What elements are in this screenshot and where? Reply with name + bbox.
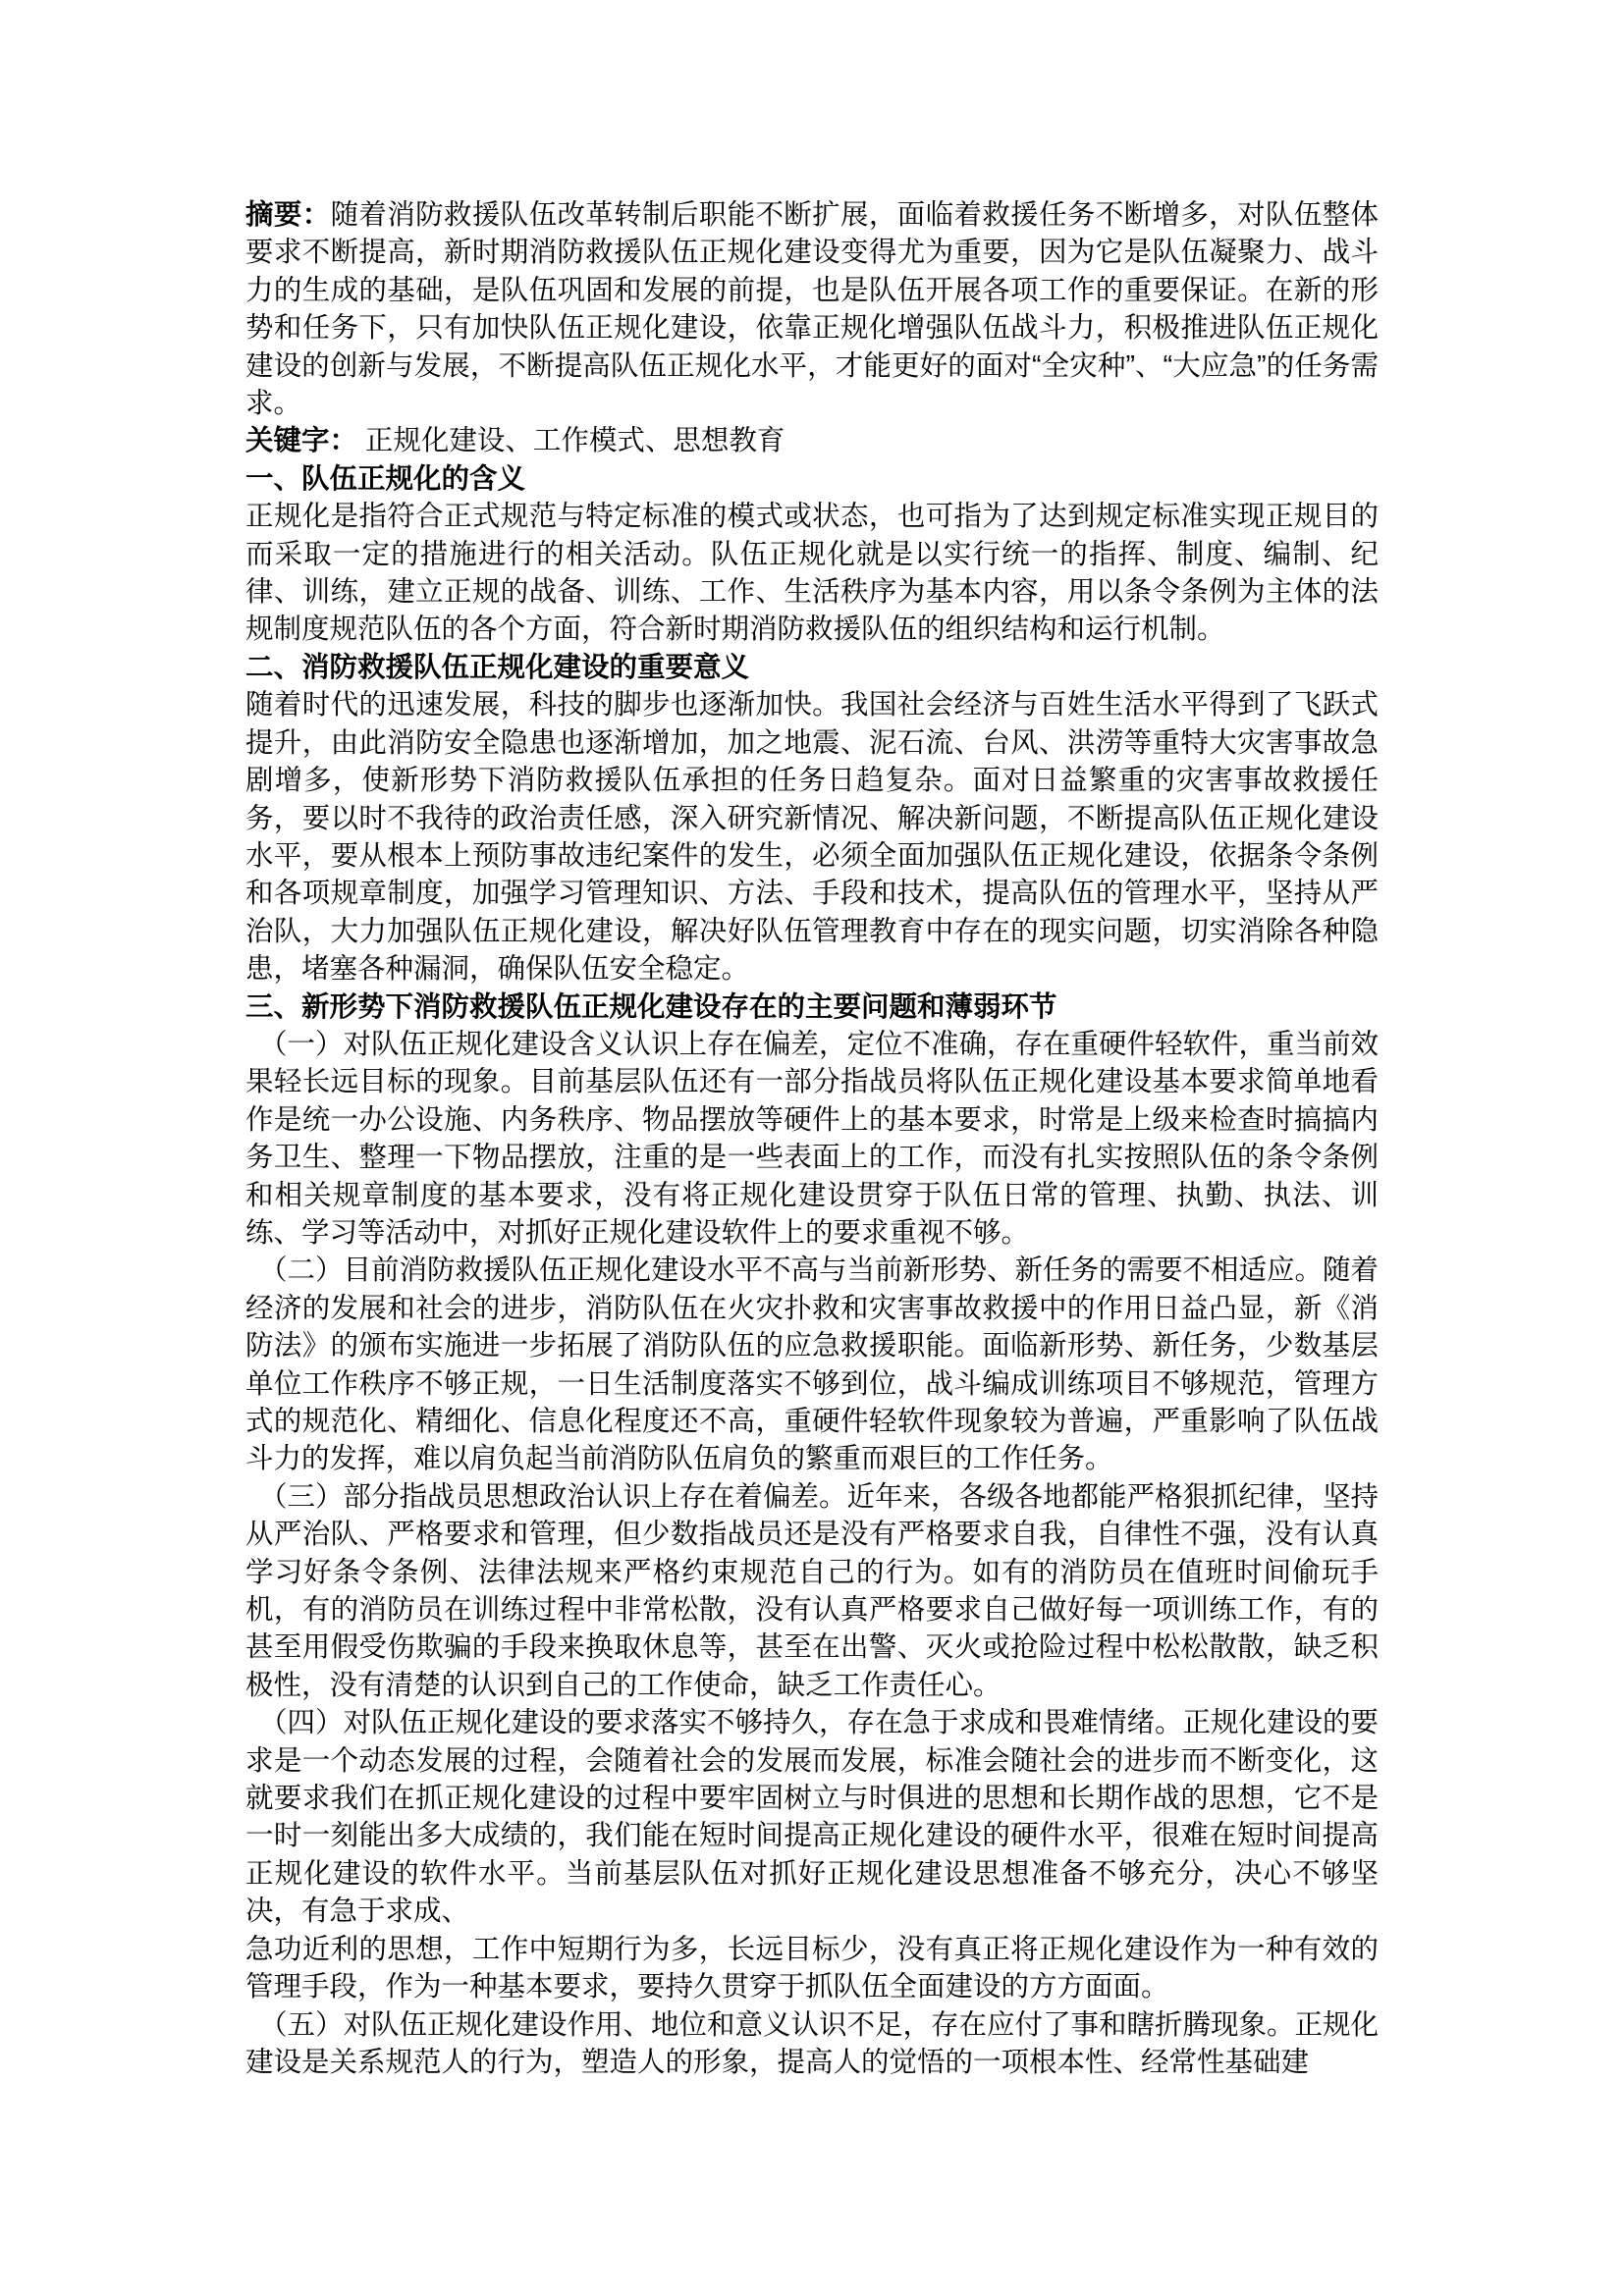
abstract-label: 摘要： <box>245 199 331 231</box>
section-3-item-4-paragraph: （四）对队伍正规化建设的要求落实不够持久，存在急于求成和畏难情绪。正规化建设的要求是一个动态发展的过程，会随着社会的发展而发展，标准会随社会的进步而不断变化，这就要求我们在抓正规化建设的过程中要牢固树立与时俱进的思想和长期作战的思想，它不是一时一刻能出多大成绩的，我们能在短时间提高正规化建设的硬件水平，很难在短时间提高正规化建设的软件水平。当前基层队伍对抓好正规化建设思想准备不够充分，决心不够坚决，有急于求成、 <box>245 1707 1380 1928</box>
keywords-text: 正规化建设、工作模式、思想教育 <box>357 425 785 457</box>
section-3-item-5-paragraph: （五）对队伍正规化建设作用、地位和意义认识不足，存在应付了事和瞎折腾现象。正规化建设是关系规范人的行为，塑造人的形象，提高人的觉悟的一项根本性、经常性基础建 <box>245 2008 1380 2078</box>
section-3-item-1-paragraph: （一）对队伍正规化建设含义认识上存在偏差，定位不准确，存在重硬件轻软件，重当前效果轻长远目标的现象。目前基层队伍还有一部分指战员将队伍正规化建设基本要求简单地看作是统一办公设施、内务秩序、物品摆放等硬件上的基本要求，时常是上级来检查时搞搞内务卫生、整理一下物品摆放，注重的是一些表面上的工作，而没有扎实按照队伍的条令条例和相关规章制度的基本要求，没有将正规化建设贯穿于队伍日常的管理、执勤、执法、训练、学习等活动中，对抓好正规化建设软件上的要求重视不够。 <box>245 1028 1380 1249</box>
section-1-paragraph: 正规化是指符合正式规范与特定标准的模式或状态，也可指为了达到规定标准实现正规目的而采取一定的措施进行的相关活动。队伍正规化就是以实行统一的指挥、制度、编制、纪律、训练，建立正规的战备、训练、工作、生活秩序为基本内容，用以条令条例为主体的法规制度规范队伍的各个方面，符合新时期消防救援队伍的组织结构和运行机制。 <box>245 501 1379 646</box>
section-3-item-2-paragraph: （二）目前消防救援队伍正规化建设水平不高与当前新形势、新任务的需要不相适应。随着经济的发展和社会的进步，消防队伍在火灾扑救和灾害事故救援中的作用日益凸显，新《消防法》的颁布实施进一步拓展了消防队伍的应急救援职能。面临新形势、新任务，少数基层单位工作秩序不够正规，一日生活制度落实不够到位，战斗编成训练项目不够规范，管理方式的规范化、精细化、信息化程度还不高，重硬件轻软件现象较为普遍，严重影响了队伍战斗力的发挥，难以肩负起当前消防队伍肩负的繁重而艰巨的工作任务。 <box>245 1255 1380 1475</box>
section-1-heading: 一、队伍正规化的含义 <box>245 462 526 495</box>
section-3-item-3-paragraph: （三）部分指战员思想政治认识上存在着偏差。近年来，各级各地都能严格狠抓纪律，坚持从严治队、严格要求和管理，但少数指战员还是没有严格要求自我，自律性不强，没有认真学习好条令条例、法律法规来严格约束规范自己的行为。如有的消防员在值班时间偷玩手机，有的消防员在训练过程中非常松散，没有认真严格要求自己做好每一项训练工作，有的甚至用假受伤欺骗的手段来换取休息等，甚至在出警、灭火或抢险过程中松松散散，缺乏积极性，没有清楚的认识到自己的工作使命，缺乏工作责任心。 <box>245 1480 1380 1701</box>
section-3-item-4-continuation-paragraph: 急功近利的思想，工作中短期行为多，长远目标少，没有真正将正规化建设作为一种有效的管理手段，作为一种基本要求，要持久贯穿于抓队伍全面建设的方方面面。 <box>245 1933 1379 2003</box>
keywords-paragraph <box>245 422 1379 459</box>
abstract-paragraph <box>245 196 1379 422</box>
keywords-label: 关键字： <box>245 425 358 457</box>
section-3-heading: 三、新形势下消防救援队伍正规化建设存在的主要问题和薄弱环节 <box>245 990 1057 1023</box>
section-2-heading: 二、消防救援队伍正规化建设的重要意义 <box>245 651 750 683</box>
section-2-paragraph: 随着时代的迅速发展，科技的脚步也逐渐加快。我国社会经济与百姓生活水平得到了飞跃式提升，由此消防安全隐患也逐渐增加，加之地震、泥石流、台风、洪涝等重特大灾害事故急剧增多，使新形势下消防救援队伍承担的任务日趋复杂。面对日益繁重的灾害事故救援任务，要以时不我待的政治责任感，深入研究新情况、解决新问题，不断提高队伍正规化建设水平，要从根本上预防事故违纪案件的发生，必须全面加强队伍正规化建设，依据条令条例和各项规章制度，加强学习管理知识、方法、手段和技术，提高队伍的管理水平，坚持从严治队，大力加强队伍正规化建设，解决好队伍管理教育中存在的现实问题，切实消除各种隐患，堵塞各种漏洞，确保队伍安全稳定。 <box>245 689 1379 986</box>
abstract-text: 随着消防救援队伍改革转制后职能不断扩展，面临着救援任务不断增多，对队伍整体要求不断提高，新时期消防救援队伍正规化建设变得尤为重要，因为它是队伍凝聚力、战斗力的生成的基础，是队伍巩固和发展的前提，也是队伍开展各项工作的重要保证。在新的形势和任务下，只有加快队伍正规化建设，依靠正规化增强队伍战斗力，积极推进队伍正规化建设的创新与发展，不断提高队伍正规化水平，才能更好的面对“全灾种”、“大应急”的任务需求。 <box>245 199 1379 420</box>
